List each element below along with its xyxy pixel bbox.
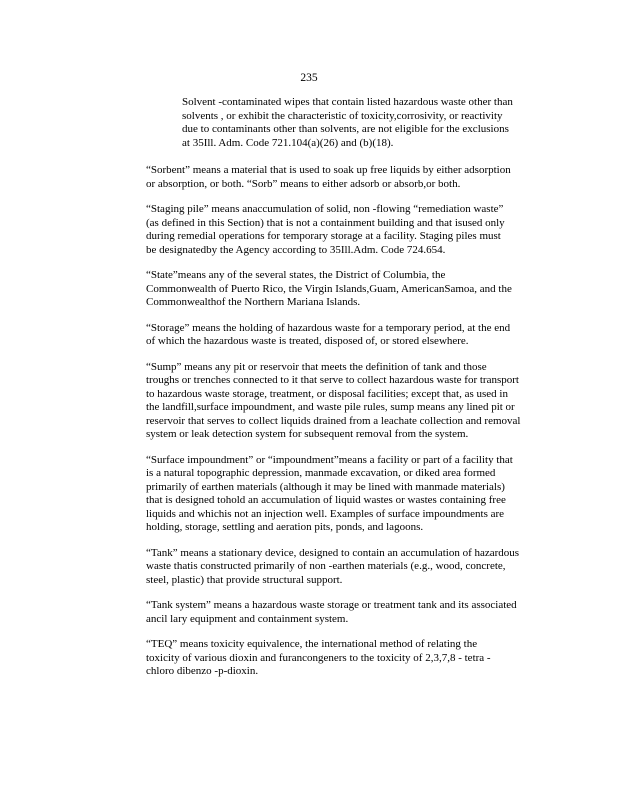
text-line: (as defined in this Section) that is not a containment building and that isused only — [146, 216, 505, 229]
text-line: system or leak detection system for subsequent removal from the system. — [146, 428, 469, 440]
text-line: “Sump” means any pit or reservoir that meets the definition of tank and those — [146, 360, 487, 373]
definition-sump — [146, 361, 544, 442]
text-line: of which the hazardous waste is treated, disposed of, or stored elsewhere. — [146, 335, 469, 347]
text-line: waste thatis constructed primarily of non -earthen materials (e.g., wood, concrete, — [146, 560, 506, 572]
definition-surface-impoundment — [146, 454, 544, 535]
text-line: reservoir that serves to collect liquids drained from a leachate collection and removal — [146, 414, 521, 427]
text-line: “Surface impoundment” or “impoundment”means a facility or part of a facility that — [146, 453, 513, 466]
definition-tank-system — [146, 599, 544, 626]
definition-teq — [146, 638, 544, 679]
text-line: liquids and whichis not an injection well. Examples of surface impoundments are — [146, 507, 505, 520]
text-line: the landfill,surface impoundment, and waste pile rules, sump means any lined pit or — [146, 401, 515, 413]
text-line: that is designed tohold an accumulation of liquid wastes or wastes containing free — [146, 494, 506, 506]
text-line: “Tank” means a stationary device, designed to contain an accumulation of hazardous — [146, 546, 520, 559]
text-line: “State”means any of the several states, the District of Columbia, the — [146, 269, 446, 281]
text-line: troughs or trenches connected to it that serve to collect hazardous waste for transport — [146, 374, 519, 386]
text-line: “Storage” means the holding of hazardous waste for a temporary period, at the end — [146, 321, 511, 334]
text-line: chloro dibenzo -p-dioxin. — [146, 665, 259, 677]
text-line: primarily of earthen materials (although it may be lined with manmade materials) — [146, 480, 505, 493]
text-line: during remedial operations for temporary storage at a facility. Staging piles must — [146, 230, 501, 242]
text-line: Commonwealthof the Northern Mariana Islands. — [146, 296, 361, 308]
text-line: steel, plastic) that provide structural support. — [146, 573, 343, 586]
text-line: or absorption, or both. “Sorb” means to either adsorb or absorb,or both. — [146, 177, 461, 190]
text-line: Solvent -contaminated wipes that contain listed hazardous waste other than — [182, 96, 513, 108]
text-line: “Tank system” means a hazardous waste storage or treatment tank and its associated — [146, 599, 517, 611]
text-line: “Sorbent” means a material that is used to soak up free liquids by either adsorption — [146, 164, 511, 176]
text-line: due to contaminants other than solvents, are not eligible for the exclusions — [182, 123, 509, 135]
text-line: toxicity of various dioxin and furancongeners to the toxicity of 2,3,7,8 - tetra - — [146, 651, 491, 664]
text-line: “TEQ” means toxicity equivalence, the international method of relating the — [146, 638, 478, 650]
text-line: solvents , or exhibit the characteristic of toxicity,corrosivity, or reactivity — [182, 109, 503, 122]
text-line: be designatedby the Agency according to 35Ill.Adm. Code 724.654. — [146, 243, 446, 256]
page-content — [146, 96, 544, 691]
page-number: 235 — [300, 72, 318, 84]
text-line: at 35Ill. Adm. Code 721.104(a)(26) and (b)(18). — [182, 136, 394, 149]
definition-tank — [146, 547, 544, 588]
text-line: is a natural topographic depression, manmade excavation, or diked area formed — [146, 467, 496, 479]
definition-state — [146, 269, 544, 310]
text-line: Commonwealth of Puerto Rico, the Virgin Islands,Guam, AmericanSamoa, and the — [146, 282, 512, 295]
solvent-wipes-note — [182, 96, 544, 150]
definition-storage — [146, 322, 544, 349]
text-line: ancil lary equipment and containment system. — [146, 612, 349, 625]
definition-sorbent — [146, 164, 544, 191]
text-line: “Staging pile” means anaccumulation of solid, non -flowing “remediation waste” — [146, 203, 504, 215]
text-line: holding, storage, settling and aeration pits, ponds, and lagoons. — [146, 521, 424, 533]
text-line: to hazardous waste storage, treatment, or disposal facilities; except that, as used in — [146, 387, 508, 400]
definition-staging-pile — [146, 203, 544, 257]
